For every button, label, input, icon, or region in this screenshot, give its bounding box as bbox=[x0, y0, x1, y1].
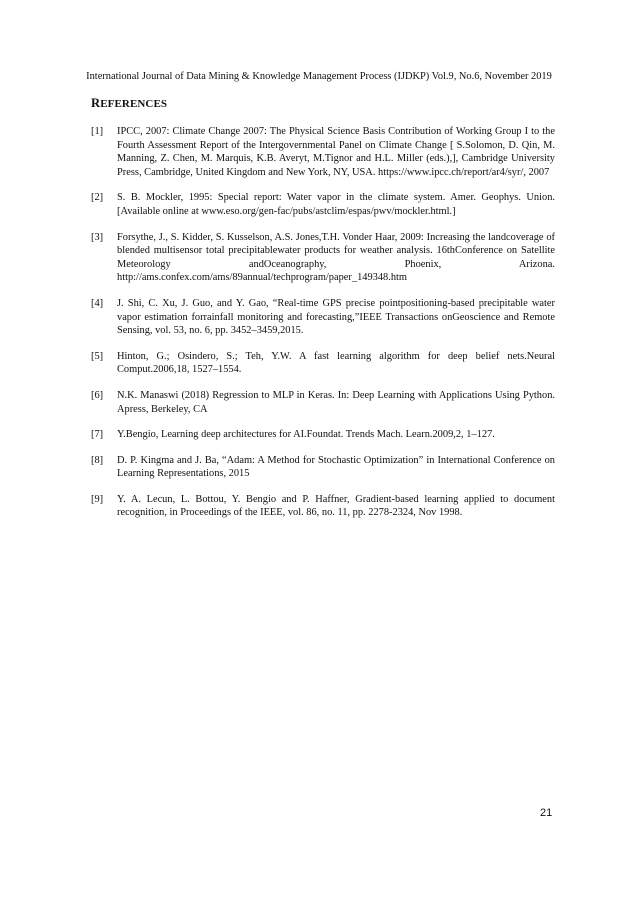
page-number: 21 bbox=[540, 807, 553, 819]
reference-item-1 bbox=[91, 125, 555, 179]
reference-number: [8] bbox=[91, 454, 104, 466]
reference-number: [9] bbox=[91, 493, 104, 505]
reference-text: J. Shi, C. Xu, J. Guo, and Y. Gao, “Real-time GPS precise pointpositioning-based precipitable water vapor estimation forrainfall monitoring and forecasting,”IEEE Transactions onGeoscience and Remote Sensing, vol. 53, no. 6, pp. 3452–3459,2015. bbox=[117, 297, 555, 337]
reference-number: [3] bbox=[91, 231, 104, 243]
reference-number: [2] bbox=[91, 192, 104, 204]
reference-item-4 bbox=[91, 297, 555, 338]
reference-item-2 bbox=[91, 191, 555, 218]
reference-text: D. P. Kingma and J. Ba, “Adam: A Method for Stochastic Optimization” in International Conference on Learning Representations, 2015 bbox=[117, 454, 555, 480]
references-heading bbox=[91, 96, 167, 111]
reference-text: IPCC, 2007: Climate Change 2007: The Physical Science Basis Contribution of Working Group I to the Fourth Assessment Report of the Intergovernmental Panel on Climate Change [ S.Solomon, D. Qin, M. Manning, Z. Chen, M. Marquis, K.B. Averyt, M.Tignor and H.L. Miller (eds.),], Cambridge University Press, Cambridge, United Kingdom and New York, NY, USA. https://www.ipcc.ch/report/ar4/syr/, 2007 bbox=[117, 126, 555, 178]
references-heading-rest: EFERENCES bbox=[100, 98, 168, 110]
reference-text: S. B. Mockler, 1995: Special report: Water vapor in the climate system. Amer. Geophys. Union. [Available online at www.eso.org/gen-fac/pubs/astclim/espas/pwv/mockler.html.] bbox=[117, 192, 555, 217]
reference-item-9 bbox=[91, 493, 555, 520]
reference-text: Forsythe, J., S. Kidder, S. Kusselson, A.S. Jones,T.H. Vonder Haar, 2009: Increasing the landcoverage of blended multisensor total precipitablewater products for weather analysis. 16thConference on Satellite Meteorology andOceanography, Phoenix, Arizona. http://ams.confex.com/ams/89annual/techprogram/paper_149348.htm bbox=[117, 231, 555, 284]
reference-number: [4] bbox=[91, 297, 104, 309]
reference-number: [5] bbox=[91, 350, 104, 362]
reference-item-7 bbox=[91, 428, 555, 442]
reference-item-6 bbox=[91, 389, 555, 416]
references-heading-initial: R bbox=[91, 96, 101, 110]
reference-item-5 bbox=[91, 350, 555, 377]
reference-text: Y.Bengio, Learning deep architectures for AI.Foundat. Trends Mach. Learn.2009,2, 1–127. bbox=[117, 429, 495, 441]
reference-number: [1] bbox=[91, 126, 104, 137]
reference-number: [7] bbox=[91, 429, 104, 441]
reference-item-8 bbox=[91, 454, 555, 481]
journal-running-header: International Journal of Data Mining & Knowledge Management Process (IJDKP) Vol.9, No.6, November 2019 bbox=[86, 71, 552, 82]
reference-item-3 bbox=[91, 231, 555, 285]
reference-number: [6] bbox=[91, 389, 104, 401]
reference-text: N.K. Manaswi (2018) Regression to MLP in Keras. In: Deep Learning with Applications Using Python. Apress, Berkeley, CA bbox=[117, 389, 555, 415]
reference-text: Hinton, G.; Osindero, S.; Teh, Y.W. A fast learning algorithm for deep belief nets.Neural Comput.2006,18, 1527–1554. bbox=[117, 350, 555, 376]
reference-list bbox=[91, 125, 555, 532]
reference-text: Y. A. Lecun, L. Bottou, Y. Bengio and P. Haffner, Gradient-based learning applied to document recognition, in Proceedings of the IEEE, vol. 86, no. 11, pp. 2278-2324, Nov 1998. bbox=[117, 493, 555, 519]
